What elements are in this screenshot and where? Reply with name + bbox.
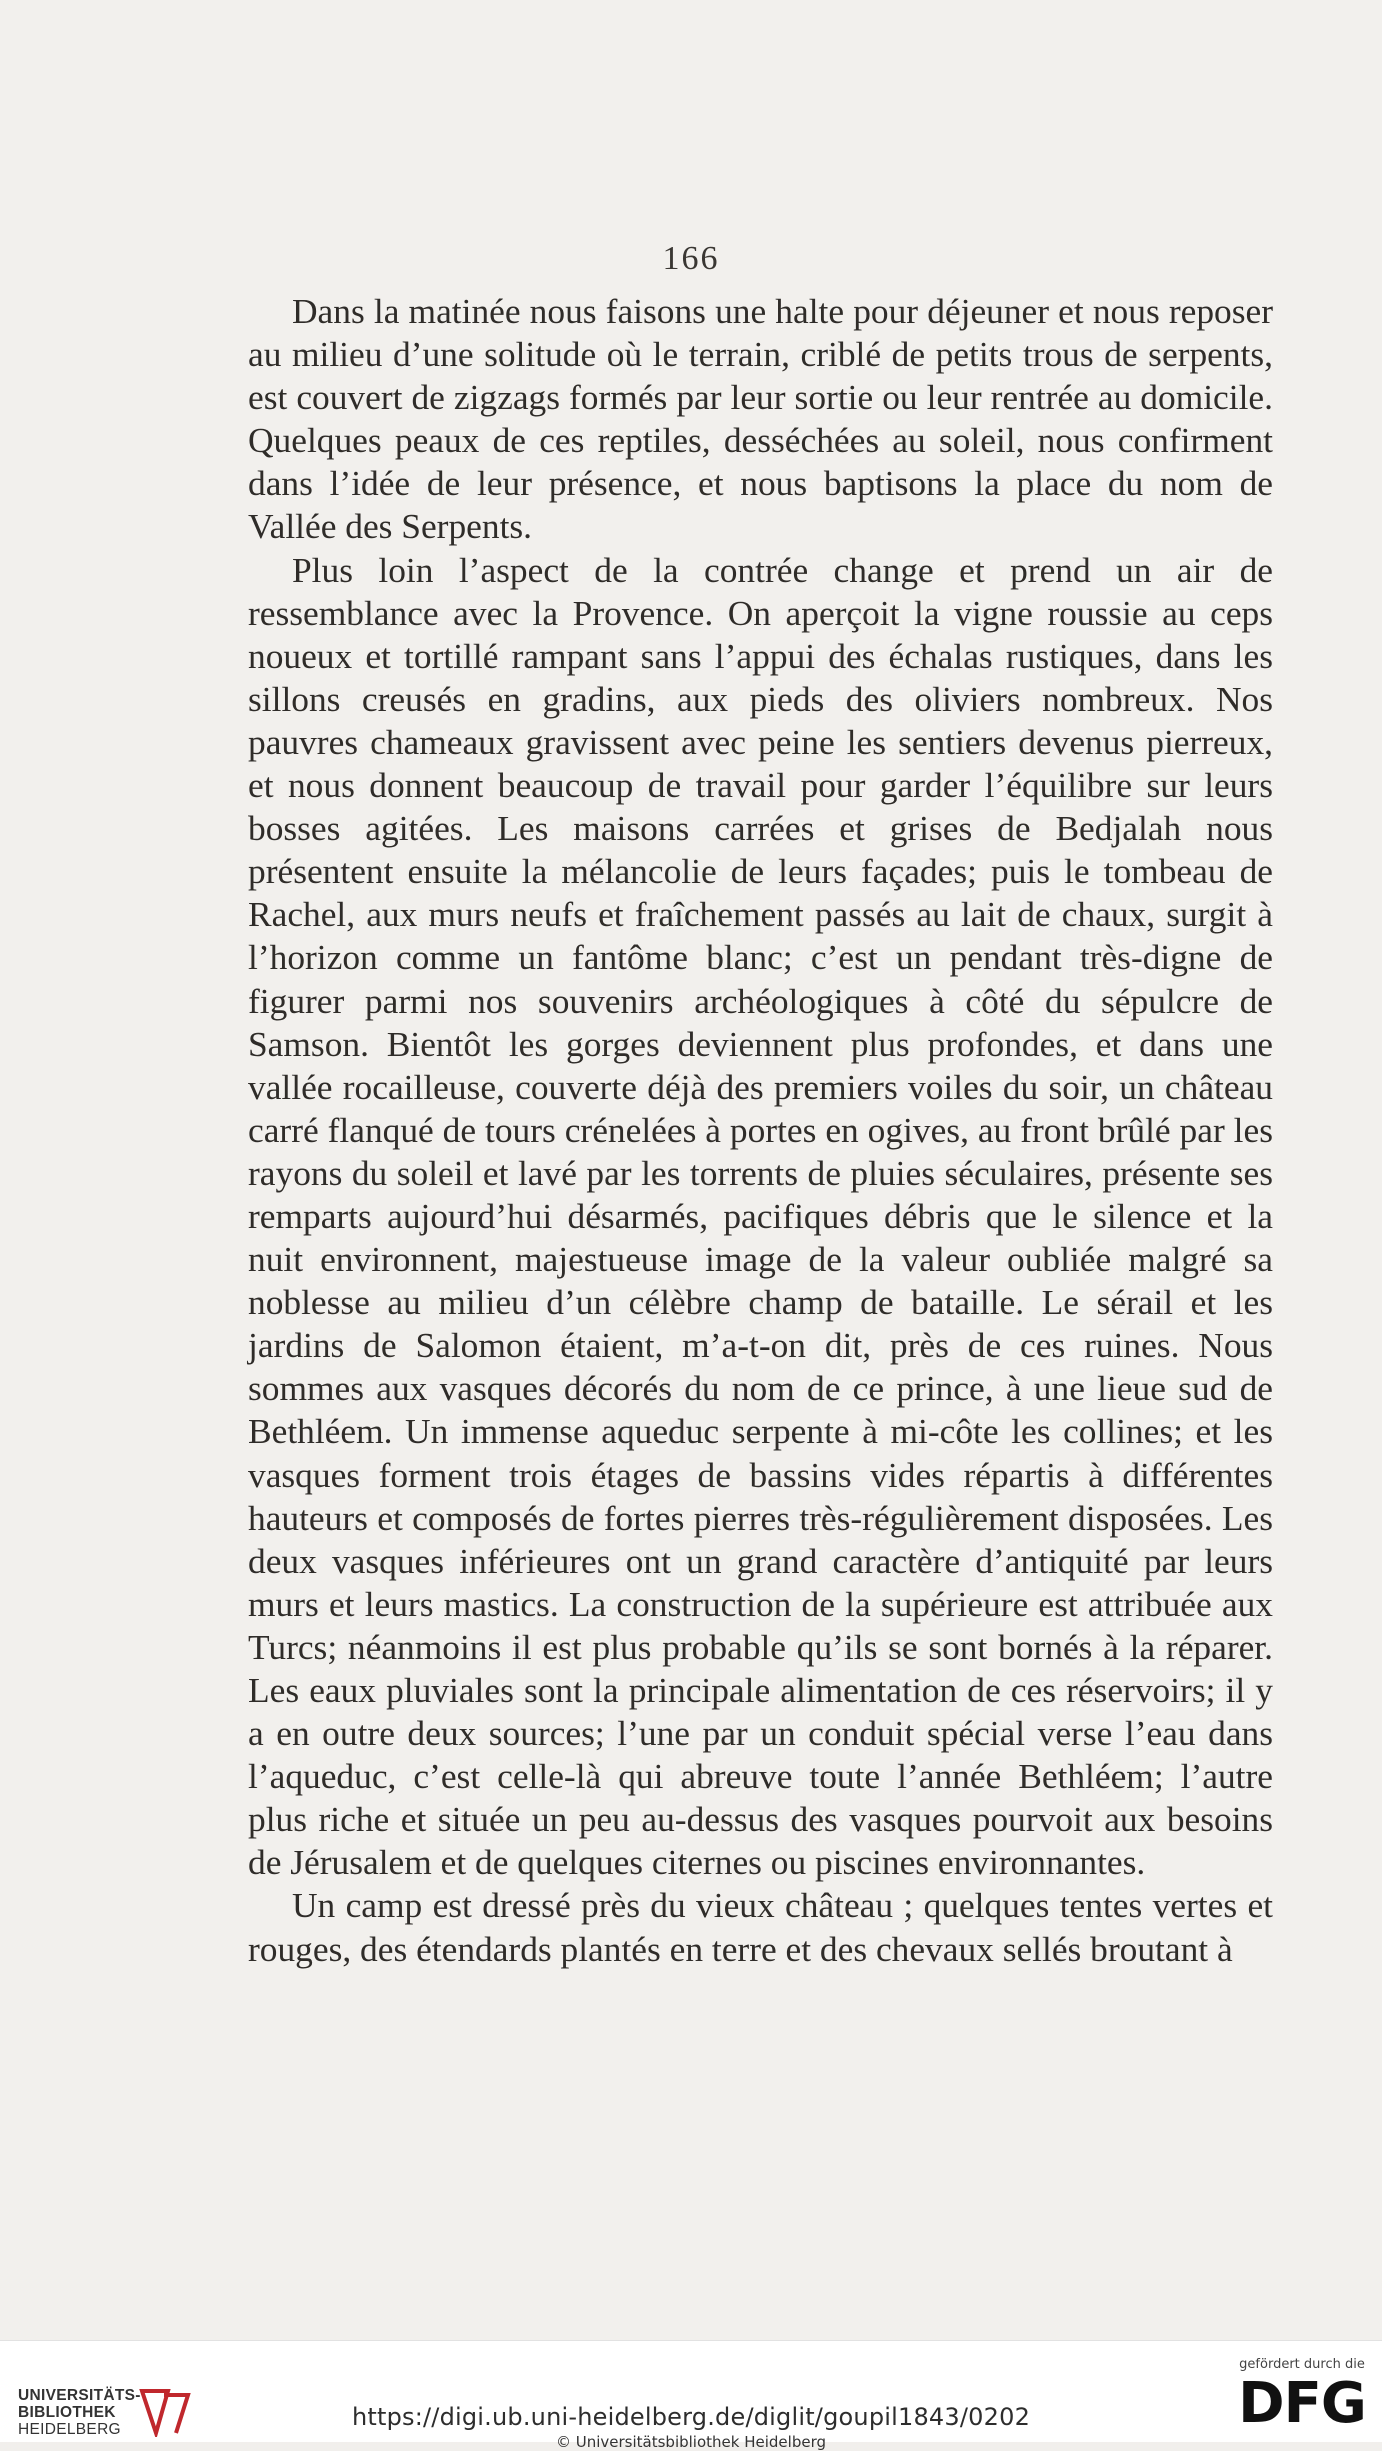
paragraph-1: Dans la matinée nous faisons une halte pour déjeuner et nous reposer au milieu d’une solitude où le terrain, criblé de petits trous de serpents, est couvert de zigzags formés par leur sortie ou leur rentrée au domicile. Quelques peaux de ces reptiles, desséchées au soleil, nous confirment dans l’idée de leur présence, et nous baptisons la place du nom de Vallée des Serpents. [248,291,1273,547]
copyright-notice: © Universitätsbibliothek Heidelberg [555,2433,826,2451]
body-text [248,290,1273,1971]
library-name-line-2: BIBLIOTHEK [18,2404,116,2421]
library-name-line-1: UNIVERSITÄTS- [18,2387,141,2404]
page-number: 166 [662,240,720,277]
paragraph-3: Un camp est dressé près du vieux château ; quelques tentes vertes et rouges, des étendards plantés en terre et des chevaux sellés broutant à [248,1885,1273,1969]
paragraph-2: Plus loin l’aspect de la contrée change et prend un air de ressemblance avec la Provence. On aperçoit la vigne roussie au ceps noueux et tortillé rampant sans l’appui des échalas rustiques, dans les sillons creusés en gradins, aux pieds des oliviers nombreux. Nos pauvres chameaux gravissent avec peine les sentiers devenus pierreux, et nous donnent beaucoup de travail pour garder l’équilibre sur leurs bosses agitées. Les maisons carrées et grises de Bedjalah nous présentent ensuite la mélancolie de leurs façades; puis le tombeau de Rachel, aux murs neufs et fraîchement passés au lait de chaux, surgit à l’horizon comme un fantôme blanc; c’est un pendant très-digne de figurer parmi nos souvenirs archéologiques à côté du sépulcre de Samson. Bientôt les gorges deviennent plus profondes, et dans une vallée rocailleuse, couverte déjà des premiers voiles du soir, un château carré flanqué de tours crénelées à portes en ogives, au front brûlé par les rayons du soleil et lavé par les torrents de pluies séculaires, présente ses remparts aujourd’hui désarmés, pacifiques débris que le silence et la nuit environnent, majestueuse image de la valeur oubliée malgré sa noblesse au milieu d’un célèbre champ de bataille. Le sérail et les jardins de Salomon étaient, m’a-t-on dit, près de ces ruines. Nous sommes aux vasques décorés du nom de ce prince, à une lieue sud de Bethléem. Un immense aqueduc serpente à mi-côte les collines; et les vasques forment trois étages de bassins vides répartis à différentes hauteurs et composés de fortes pierres très-régulièrement disposées. Les deux vasques inférieures ont un grand caractère d’antiquité par leurs murs et leurs mastics. La construction de la supérieure est attribuée aux Turcs; néanmoins il est plus probable qu’ils se sont bornés à la réparer. Les eaux pluviales sont la principale alimentation de ces réservoirs; il y a en outre deux sources; l’une par un conduit spécial verse l’eau dans l’aqueduc, c’est celle-là qui abreuve toute l’année Bethléem; l’autre plus riche et située un peu au-dessus des vasques pourvoit aux besoins de Jérusalem et de quelques citernes ou piscines environnantes. [248,549,1273,1883]
library-name-line-3: HEIDELBERG [18,2421,121,2438]
permalink-url[interactable]: https://digi.ub.uni-heidelberg.de/diglit/goupil1843/0202 [351,2403,1031,2431]
sponsor-note: gefördert durch die [1239,2357,1365,2372]
dfg-logo[interactable]: DFG [1238,2371,1366,2436]
